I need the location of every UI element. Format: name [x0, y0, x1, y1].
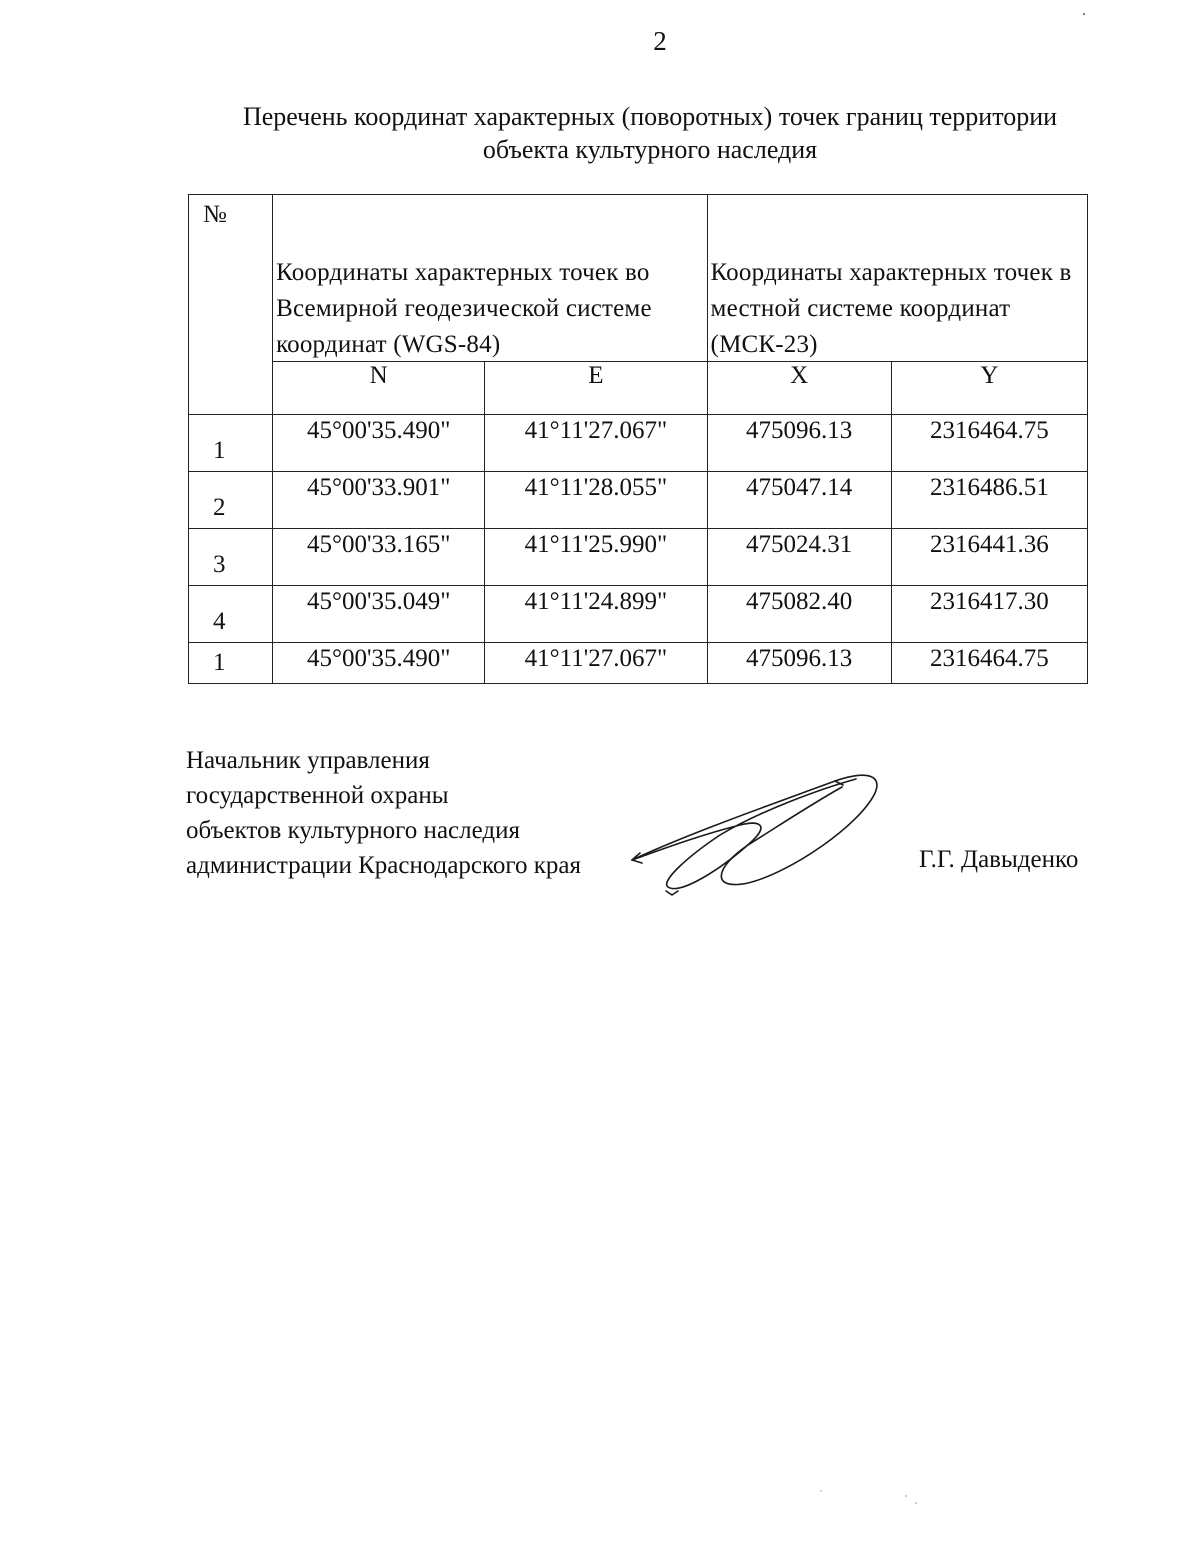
header-number: № — [189, 195, 273, 415]
table-row — [189, 643, 1088, 684]
cell-y: 2316464.75 — [891, 415, 1087, 472]
signatory-position — [186, 743, 581, 883]
table-row — [189, 529, 1088, 586]
cell-x: 475096.13 — [707, 415, 891, 472]
cell-e: 41°11'28.055" — [485, 472, 707, 529]
cell-n: 45°00'33.901" — [273, 472, 485, 529]
scan-speck — [915, 1502, 917, 1504]
cell-n: 45°00'35.049" — [273, 586, 485, 643]
point-number: 3 — [189, 529, 273, 586]
column-header-x: X — [707, 362, 891, 415]
column-header-n: N — [273, 362, 485, 415]
position-line-3: объектов культурного наследия — [186, 817, 520, 844]
cell-e: 41°11'27.067" — [485, 415, 707, 472]
position-line-2: государственной охраны — [186, 782, 449, 809]
coordinates-table — [188, 194, 1088, 684]
signatory-name: Г.Г. Давыденко — [919, 846, 1079, 873]
column-header-y: Y — [891, 362, 1087, 415]
handwritten-signature — [620, 755, 890, 900]
header-wgs-group — [273, 195, 707, 362]
cell-n: 45°00'35.490" — [273, 415, 485, 472]
point-number: 4 — [189, 586, 273, 643]
scan-speck — [905, 1495, 907, 1497]
cell-x: 475024.31 — [707, 529, 891, 586]
document-title — [190, 100, 1110, 166]
cell-x: 475047.14 — [707, 472, 891, 529]
cell-y: 2316417.30 — [891, 586, 1087, 643]
point-number: 1 — [189, 415, 273, 472]
table-row — [189, 415, 1088, 472]
cell-y: 2316441.36 — [891, 529, 1087, 586]
cell-e: 41°11'24.899" — [485, 586, 707, 643]
header-msk-group — [707, 195, 1087, 362]
point-number: 1 — [189, 643, 273, 684]
column-header-e: E — [485, 362, 707, 415]
table-subheader-row — [189, 362, 1088, 415]
cell-x: 475082.40 — [707, 586, 891, 643]
scan-speck — [1083, 13, 1085, 15]
table-row — [189, 586, 1088, 643]
table-row — [189, 472, 1088, 529]
position-line-1: Начальник управления — [186, 747, 430, 774]
cell-e: 41°11'25.990" — [485, 529, 707, 586]
header-msk-label: Координаты характерных точек в местной системе координат (МСК-23) — [710, 259, 1072, 358]
header-wgs-label: Координаты характерных точек во Всемирной геодезической системе координат (WGS-84) — [276, 259, 652, 358]
title-line-2: объекта культурного наследия — [482, 135, 818, 164]
scan-speck — [820, 1490, 822, 1492]
cell-y: 2316464.75 — [891, 643, 1087, 684]
title-line-1: Перечень координат характерных (поворотных) точек границ территории — [242, 102, 1058, 131]
table-header-row — [189, 195, 1088, 362]
cell-x: 475096.13 — [707, 643, 891, 684]
cell-e: 41°11'27.067" — [485, 643, 707, 684]
page-number: 2 — [653, 26, 667, 56]
cell-y: 2316486.51 — [891, 472, 1087, 529]
cell-n: 45°00'35.490" — [273, 643, 485, 684]
position-line-4: администрации Краснодарского края — [186, 852, 582, 879]
cell-n: 45°00'33.165" — [273, 529, 485, 586]
point-number: 2 — [189, 472, 273, 529]
